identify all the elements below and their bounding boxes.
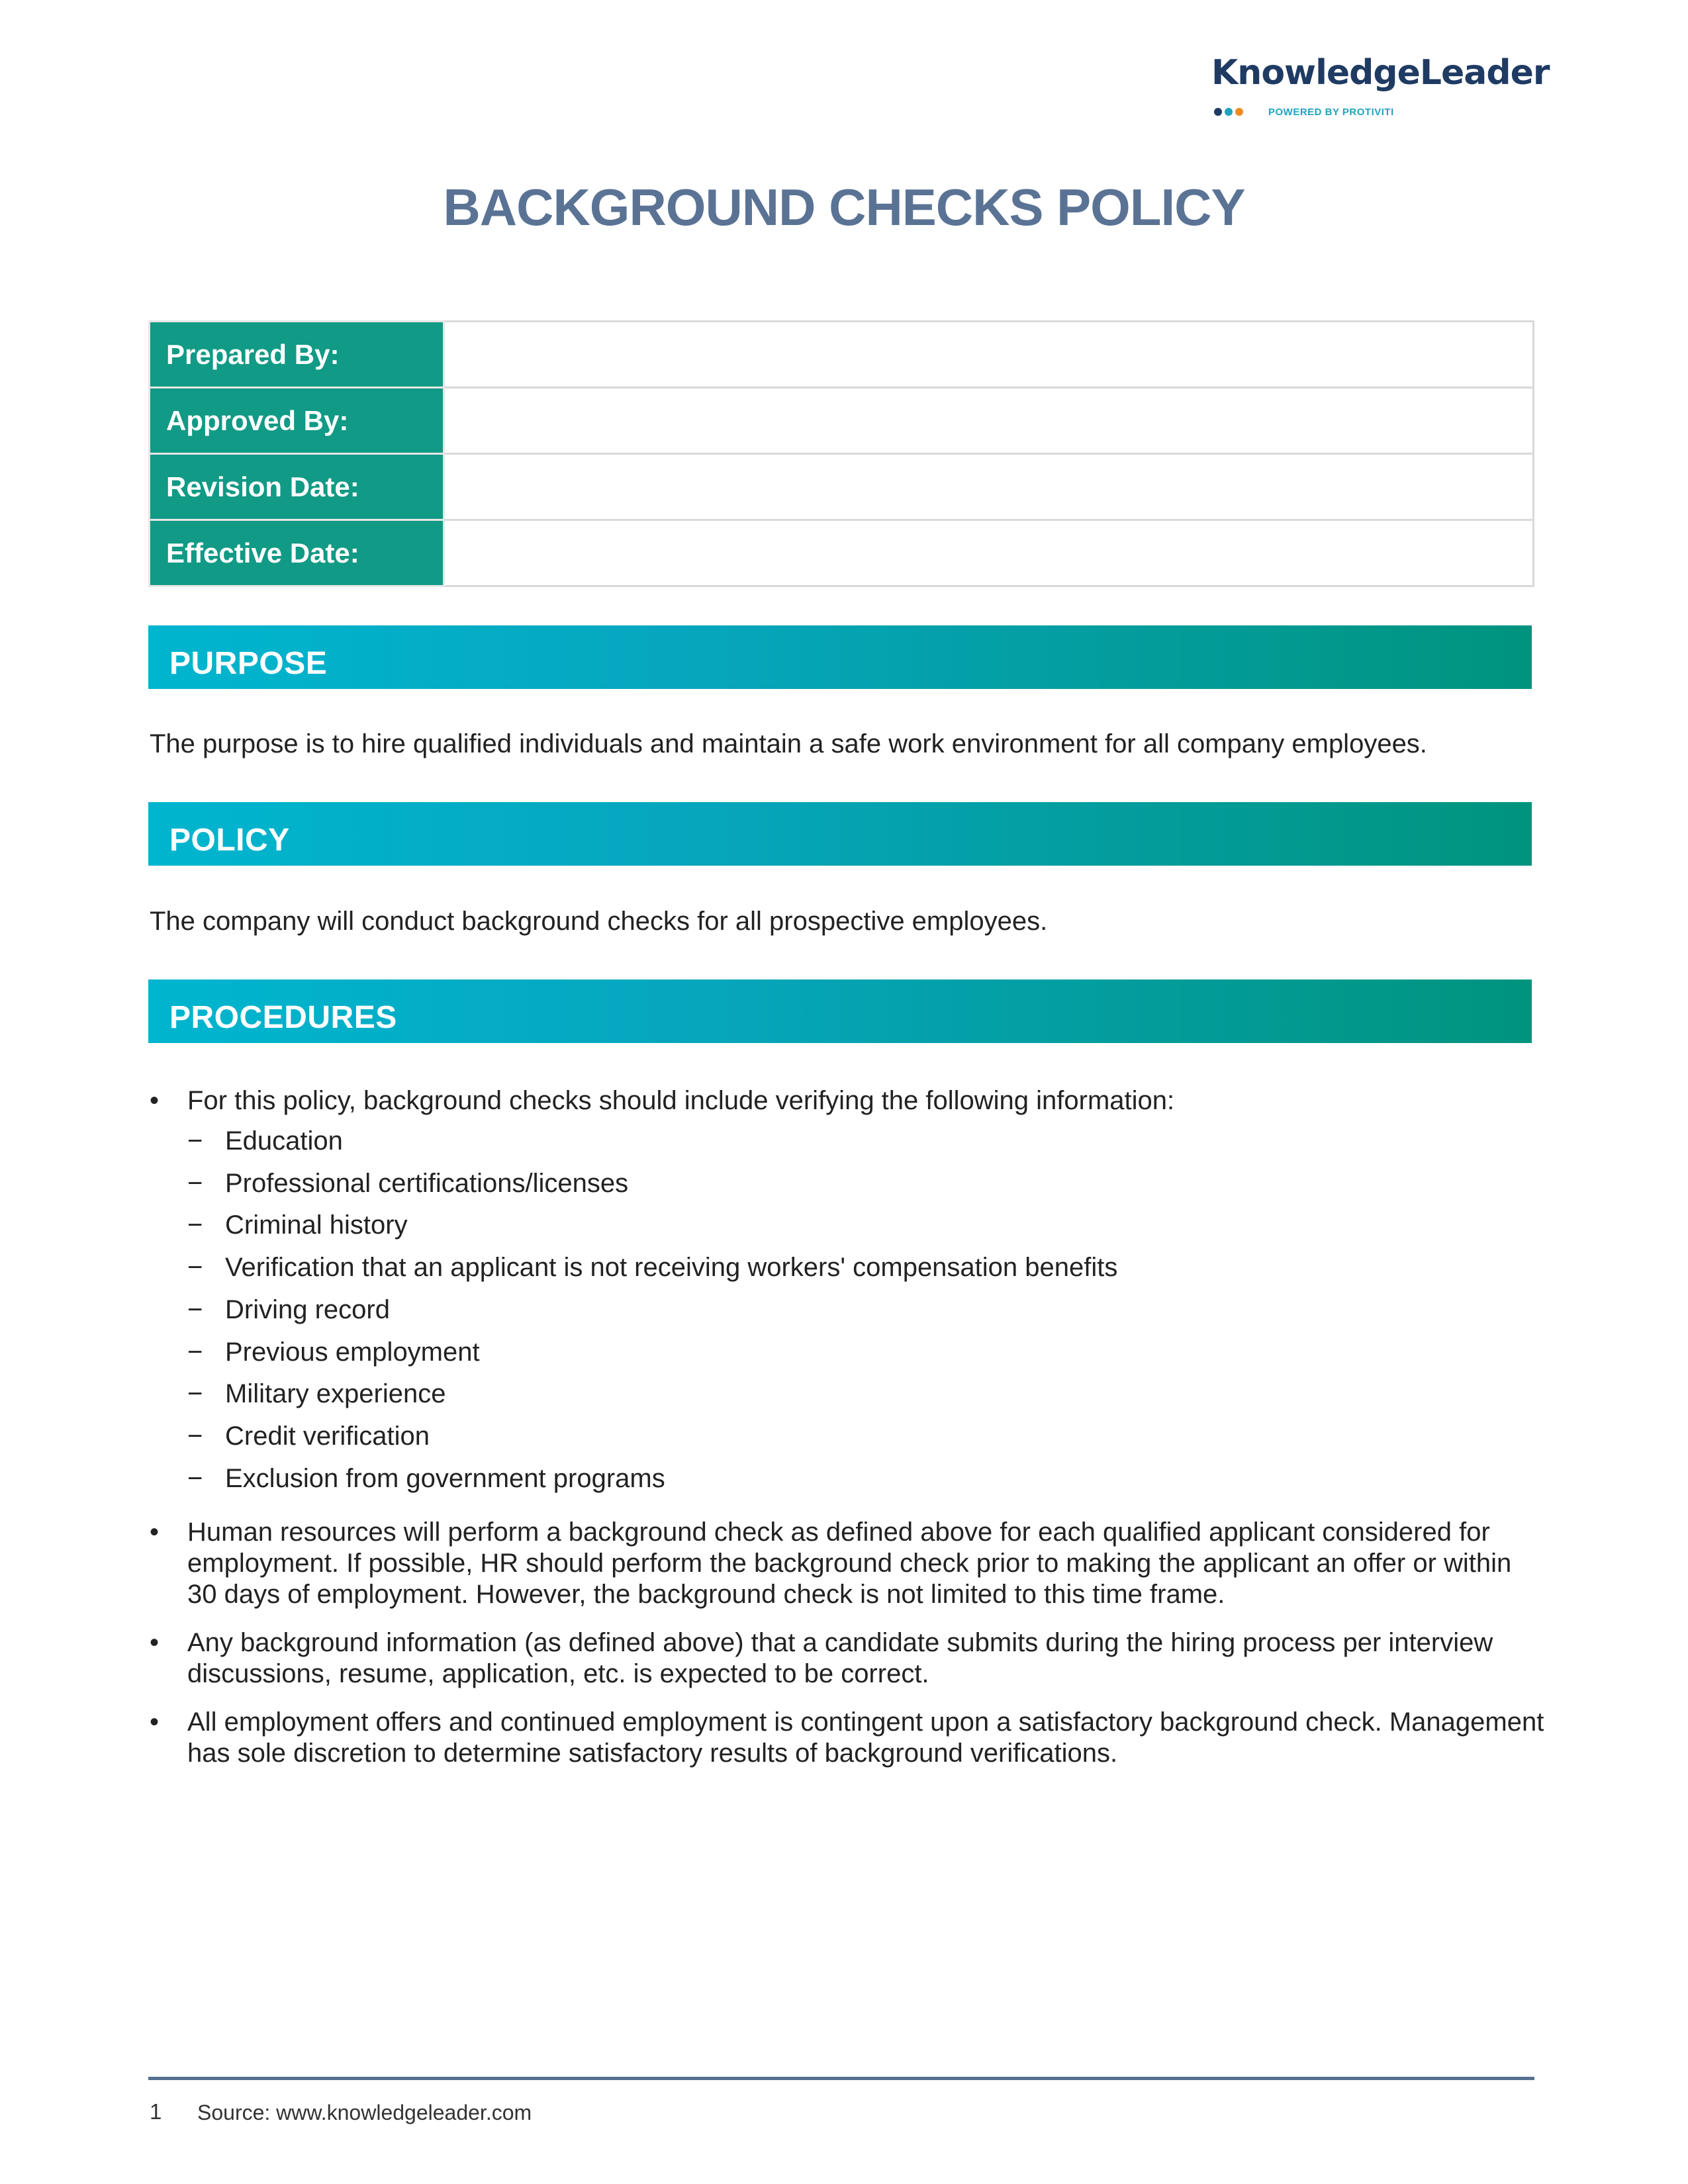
info-label: Approved By: bbox=[150, 388, 444, 454]
check-item bbox=[187, 1289, 1546, 1332]
dash-icon: − bbox=[187, 1463, 203, 1493]
check-item bbox=[187, 1332, 1546, 1374]
dash-icon: − bbox=[187, 1295, 203, 1324]
info-label: Effective Date: bbox=[150, 520, 444, 586]
bullet-icon: • bbox=[150, 1518, 160, 1547]
check-item-text: Military experience bbox=[225, 1379, 446, 1409]
dash-icon: − bbox=[187, 1168, 203, 1198]
check-item-text: Education bbox=[225, 1126, 343, 1156]
procedure-text: All employment offers and continued employment is contingent upon a satisfactory background check. Management has sole discretion to determine satisfactory results of background verifications. bbox=[187, 1707, 1544, 1768]
check-item-text: Verification that an applicant is not receiving workers' compensation benefits bbox=[225, 1253, 1118, 1283]
info-value-field[interactable] bbox=[444, 322, 1534, 388]
dash-icon: − bbox=[187, 1379, 203, 1409]
procedure-text: Any background information (as defined above) that a candidate submits during the hiring process per interview discussions, resume, application, etc. is expected to be correct. bbox=[187, 1628, 1493, 1689]
bullet-icon: • bbox=[150, 1707, 160, 1737]
section-header-purpose: PURPOSE bbox=[148, 625, 1532, 689]
section-header-policy: POLICY bbox=[148, 802, 1532, 866]
section-header-procedures: PROCEDURES bbox=[148, 979, 1532, 1043]
procedure-item bbox=[150, 1707, 1546, 1769]
procedure-item bbox=[150, 1085, 1546, 1500]
check-item bbox=[187, 1458, 1546, 1500]
document-info-table bbox=[148, 320, 1534, 587]
info-row-revision-date bbox=[150, 454, 1534, 520]
document-title: BACKGROUND CHECKS POLICY bbox=[443, 178, 1245, 236]
policy-text: The company will conduct background checks for all prospective employees. bbox=[150, 907, 1048, 936]
purpose-text: The purpose is to hire qualified individuals and maintain a safe work environment for all company employees. bbox=[150, 729, 1427, 758]
logo-dot-teal bbox=[1225, 108, 1233, 116]
logo-dot-orange bbox=[1235, 108, 1243, 116]
info-label: Revision Date: bbox=[150, 454, 444, 520]
footer-source: Source: www.knowledgeleader.com bbox=[197, 2101, 532, 2124]
check-item-text: Exclusion from government programs bbox=[225, 1463, 665, 1493]
logo-dot-navy bbox=[1214, 108, 1222, 116]
check-item bbox=[187, 1416, 1546, 1458]
procedure-item bbox=[150, 1627, 1546, 1690]
logo-tagline: POWERED BY PROTIVITI bbox=[1268, 107, 1394, 118]
procedures-list bbox=[150, 1085, 1546, 1786]
info-row-approved-by bbox=[150, 388, 1534, 454]
check-item bbox=[187, 1247, 1546, 1289]
dash-icon: − bbox=[187, 1421, 203, 1451]
check-item bbox=[187, 1163, 1546, 1205]
background-check-items bbox=[187, 1120, 1546, 1500]
check-item-text: Driving record bbox=[225, 1295, 390, 1324]
check-item-text: Previous employment bbox=[225, 1337, 480, 1367]
logo-dots-icon bbox=[1214, 107, 1254, 118]
footer-divider bbox=[148, 2077, 1534, 2080]
dash-icon: − bbox=[187, 1126, 203, 1156]
info-label: Prepared By: bbox=[150, 322, 444, 388]
procedure-text: Human resources will perform a background check as defined above for each qualified applicant considered for employment. If possible, HR should perform the background check prior to making the applicant an offer or within 30 days of employment. However, the background check is not limited to this time frame. bbox=[187, 1518, 1512, 1610]
info-value-field[interactable] bbox=[444, 454, 1534, 520]
check-item bbox=[187, 1373, 1546, 1416]
knowledgeleader-logo bbox=[1211, 53, 1550, 126]
dash-icon: − bbox=[187, 1210, 203, 1240]
dash-icon: − bbox=[187, 1337, 203, 1367]
info-value-field[interactable] bbox=[444, 388, 1534, 454]
page-number: 1 bbox=[150, 2099, 162, 2124]
check-item-text: Professional certifications/licenses bbox=[225, 1168, 629, 1198]
bullet-icon: • bbox=[150, 1628, 160, 1658]
check-item bbox=[187, 1205, 1546, 1247]
check-item-text: Credit verification bbox=[225, 1421, 430, 1451]
info-row-prepared-by bbox=[150, 322, 1534, 388]
procedure-item bbox=[150, 1517, 1546, 1610]
procedure-intro: For this policy, background checks should include verifying the following information: bbox=[187, 1086, 1175, 1115]
logo-wordmark: KnowledgeLeader bbox=[1211, 53, 1550, 93]
check-item bbox=[187, 1120, 1546, 1163]
info-row-effective-date bbox=[150, 520, 1534, 586]
info-value-field[interactable] bbox=[444, 520, 1534, 586]
check-item-text: Criminal history bbox=[225, 1210, 408, 1240]
dash-icon: − bbox=[187, 1253, 203, 1283]
bullet-icon: • bbox=[150, 1086, 160, 1115]
